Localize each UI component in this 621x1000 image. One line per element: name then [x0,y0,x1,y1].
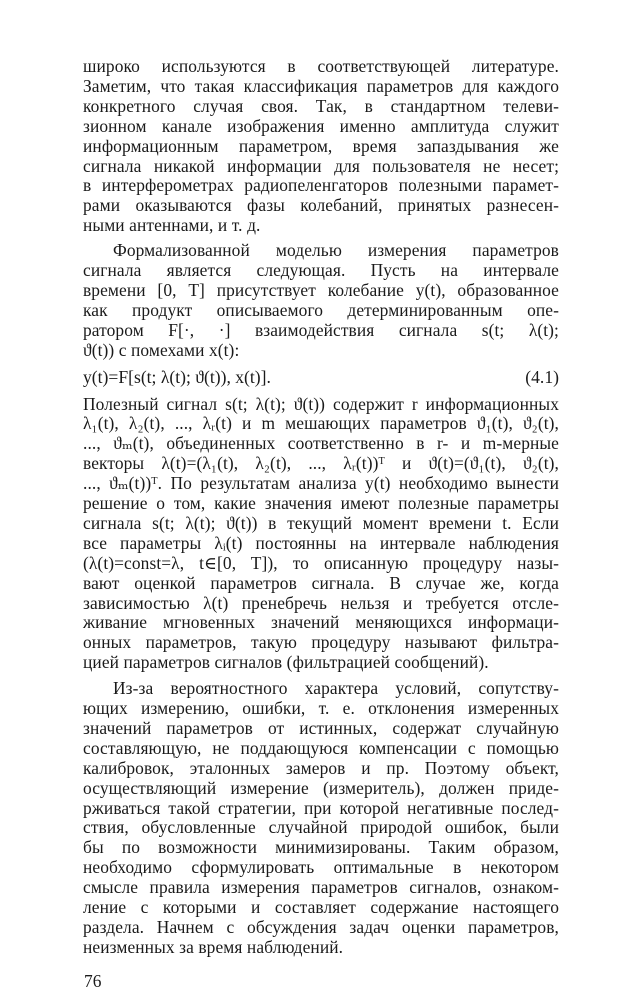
page-number: 76 [84,970,102,991]
text-line: сигнала является следующая. Пусть на интервале [83,260,559,280]
text-line: рами оказываются фазы колебаний, принятых разнесен- [83,195,559,216]
text-line: решение о том, какие значения имеют полезные параметры [83,493,559,513]
text-line: рживаться такой стратегии, при которой негативные послед- [83,797,559,818]
text-line: (λ(t)=const=λ, t∈[0, T]), то описанную процедуру назы- [83,552,559,573]
equation-number: (4.1) [525,366,559,387]
text-line: Заметим, что такая классификация параметров для каждого [83,75,559,96]
text-line: широко используются в соответствующей литературе. [83,56,559,76]
text-line: значений параметров от истинных, содержат случайную [83,717,559,738]
text-line: раздела. Начнем с обсуждения задач оценки параметров, [83,916,559,937]
equation-text: y(t)=F[s(t; λ(t); ϑ(t)), x(t)]. [83,366,271,387]
text-line: ными антеннами, и т. д. [83,215,261,236]
equation-4-1 [83,366,559,388]
text-line: зионном канале изображения именно амплитуда служит [83,115,559,136]
text-line: сигнала s(t; λ(t); ϑ(t)) в текущий момент времени t. Если [83,512,559,533]
text-line: в интерферометрах радиопеленгаторов полезными парамет- [83,175,559,196]
text-line: составляющую, не поддающуюся компенсации с помощью [83,737,559,758]
text-line: смысле правила измерения параметров сигналов, ознаком- [83,877,559,898]
text-line: зависимостью λ(t) пренебречь нельзя и требуется отсле- [83,592,559,613]
text-line: ление с которыми и составляет содержание настоящего [83,897,559,917]
text-line: онных параметров, такую процедуру называют фильтра- [83,632,559,653]
text-line: ..., ϑₘ(t))ᵀ. По результатам анализа y(t) необходимо вынести [83,473,559,494]
text-line: все параметры λᵢ(t) постоянны на интервале наблюдения [83,532,559,553]
text-line: векторы λ(t)=(λ₁(t), λ₂(t), ..., λᵣ(t))ᵀ и ϑ(t)=(ϑ₁(t), ϑ₂(t), [83,453,559,474]
text-line: вают оценкой параметров сигнала. В случае же, когда [83,572,559,593]
text-line: осуществляющий измерение (измеритель), должен приде- [83,777,559,798]
text-line: λ₁(t), λ₂(t), ..., λᵣ(t) и m мешающих параметров ϑ₁(t), ϑ₂(t), [83,413,559,434]
text-line: неизменных за время наблюдений. [83,936,344,957]
text-line: ствия, обусловленные случайной природой ошибок, были [83,817,559,838]
text-line: Из-за вероятностного характера условий, сопутству- [113,678,559,699]
text-line: времени [0, T] присутствует колебание y(t), образованное [83,279,559,300]
text-line: сигнала никакой информации для пользователя не несет; [83,155,559,176]
text-line: ющих измерению, ошибки, т. е. отклонения измеренных [83,698,559,718]
text-line: Формализованной моделью измерения параметров [113,240,559,261]
text-line: ϑ(t)) с помехами x(t): [83,339,240,360]
text-line: как продукт описываемого детерминированным опе- [83,299,559,320]
text-line: калибровок, эталонных замеров и пр. Поэтому объект, [83,757,559,778]
text-line: конкретного случая своя. Так, в стандартном телеви- [83,95,559,116]
text-line: Полезный сигнал s(t; λ(t); ϑ(t)) содержит r информационных [83,393,559,414]
text-line: ратором F[·, ·] взаимодействия сигнала s(t; λ(t); [83,319,559,340]
text-line: информационным параметром, время запаздывания же [83,135,559,156]
text-line: ..., ϑₘ(t), объединенных соответственно в r- и m-мерные [83,433,559,454]
text-line: необходимо сформулировать оптимальные в некотором [83,857,559,878]
text-line: бы по возможности минимизированы. Таким образом, [83,837,559,858]
text-line: живание мгновенных значений меняющихся информаци- [83,612,559,633]
text-line: цией параметров сигналов (фильтрацией сообщений). [83,652,489,673]
